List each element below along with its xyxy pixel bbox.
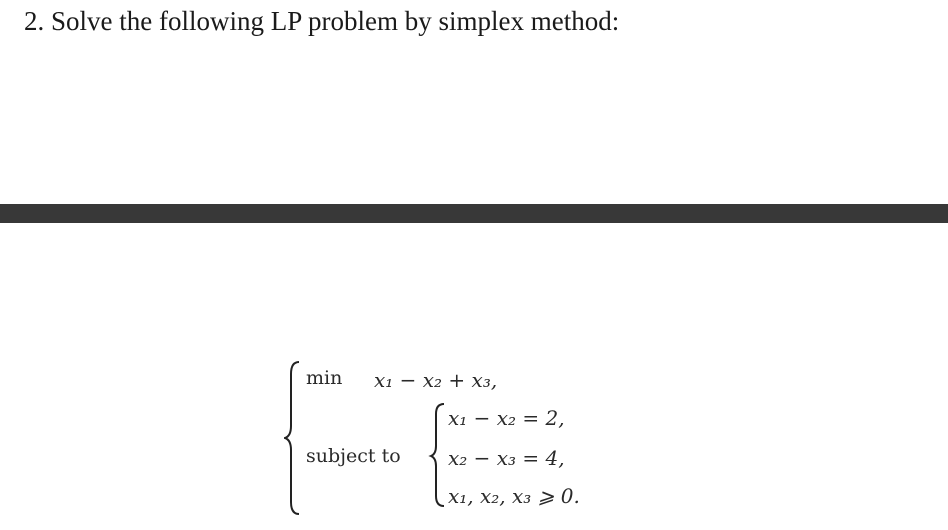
outer-brace: [285, 362, 299, 514]
question-heading: 2. Solve the following LP problem by simplex method:: [24, 6, 620, 36]
constraint-2: x₂ − x₃ = 4,: [448, 446, 565, 470]
constraint-1: x₁ − x₂ = 2,: [448, 406, 565, 430]
divider-bar: [0, 204, 948, 223]
objective-function: x₁ − x₂ + x₃,: [374, 368, 498, 392]
inner-brace: [431, 404, 444, 506]
objective-keyword: min: [306, 367, 343, 389]
lp-problem: [284, 360, 614, 516]
constraint-keyword: subject to: [306, 445, 401, 467]
nonnegativity-constraint: x₁, x₂, x₃ ⩾ 0.: [448, 484, 580, 508]
